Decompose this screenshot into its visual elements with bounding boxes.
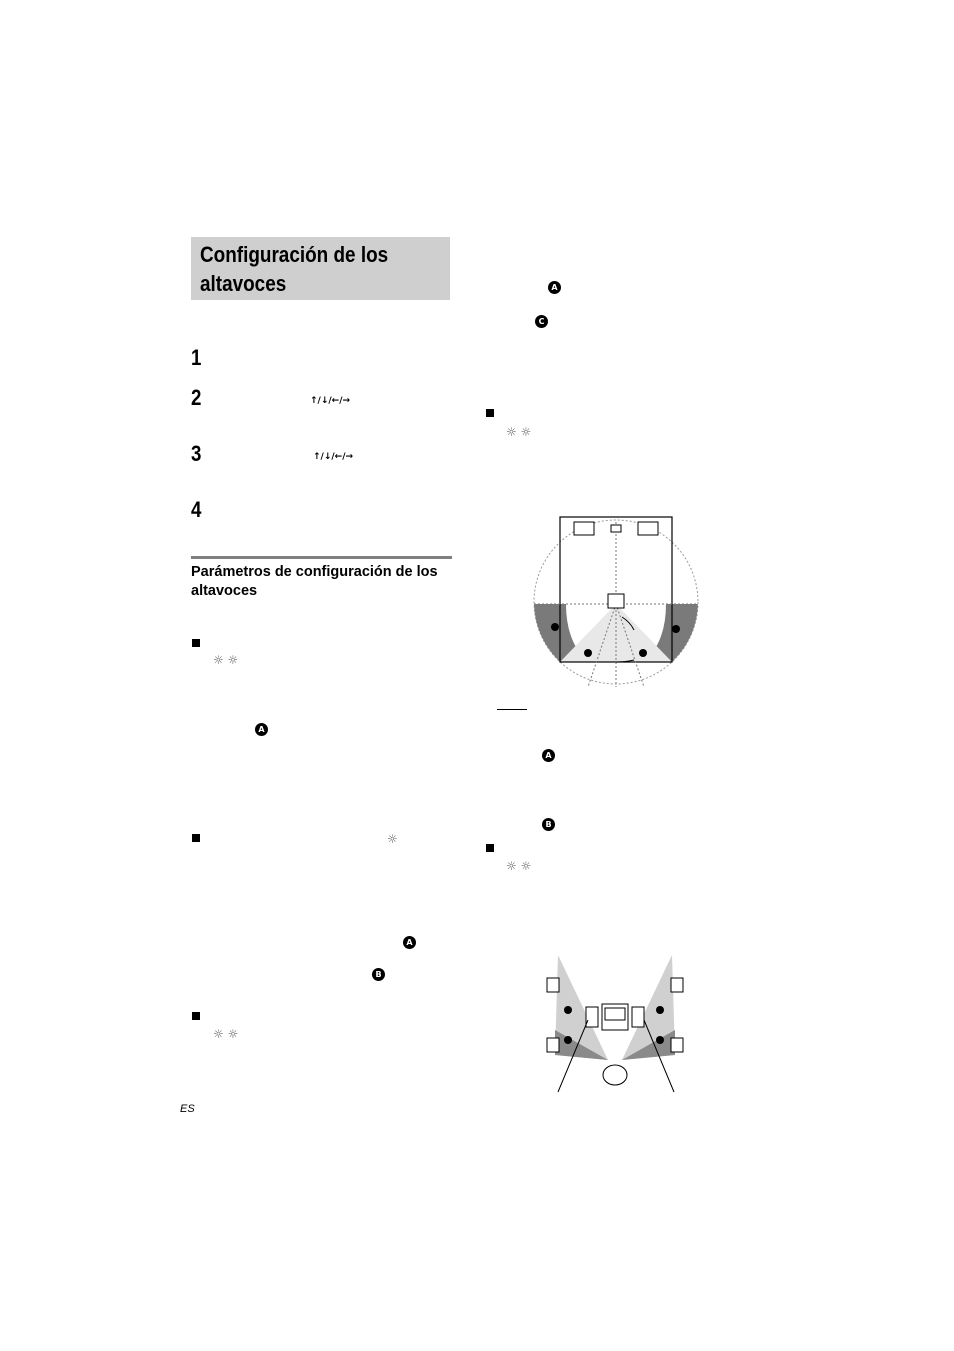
section-rule	[191, 556, 452, 559]
speaker-angle-diagram	[530, 512, 702, 692]
marker-a-icon: A	[403, 936, 416, 949]
zone-b	[560, 604, 672, 662]
listener-icon	[608, 594, 624, 608]
sun-setting-icon: ☼ ☼	[506, 859, 532, 873]
front-right-speaker	[632, 1007, 644, 1027]
sun-setting-icon: ☼ ☼	[213, 653, 239, 667]
step-2-arrow-keys: ↑/↓/←/→	[310, 396, 351, 406]
square-bullet-icon	[192, 639, 200, 647]
surround-left-high-speaker	[547, 978, 559, 992]
step-1-number: 1	[191, 345, 202, 370]
section-heading: Parámetros de configuración de los altavoces	[191, 564, 438, 599]
marker-c-icon: C	[535, 315, 548, 328]
front-left-speaker	[586, 1007, 598, 1027]
square-bullet-icon	[486, 409, 494, 417]
step-2-number: 2	[191, 385, 202, 410]
speaker-height-diagram	[540, 950, 690, 1095]
listener-icon	[603, 1065, 627, 1085]
language-code: ES	[180, 1103, 195, 1115]
sun-setting-icon: ☼ ☼	[506, 425, 532, 439]
surround-left-low-speaker	[547, 1038, 559, 1052]
note-rule	[497, 709, 527, 710]
marker-a-icon: A	[542, 749, 555, 762]
marker-b-icon: B	[372, 968, 385, 981]
front-right-speaker	[638, 522, 658, 535]
square-bullet-icon	[192, 1012, 200, 1020]
marker-a-icon: A	[255, 723, 268, 736]
sun-setting-icon: ☼	[387, 832, 398, 846]
step-3-number: 3	[191, 441, 202, 466]
page-title: Configuración de los altavoces	[200, 242, 389, 296]
front-left-speaker	[574, 522, 594, 535]
surround-right-low-speaker	[671, 1038, 683, 1052]
surround-right-high-speaker	[671, 978, 683, 992]
marker-a-icon: A	[548, 281, 561, 294]
step-3-arrow-keys: ↑/↓/←/→	[313, 452, 354, 462]
step-4-number: 4	[191, 497, 202, 522]
sun-setting-icon: ☼ ☼	[213, 1027, 239, 1041]
square-bullet-icon	[486, 844, 494, 852]
marker-b-icon: B	[542, 818, 555, 831]
square-bullet-icon	[192, 834, 200, 842]
center-speaker	[611, 525, 621, 532]
